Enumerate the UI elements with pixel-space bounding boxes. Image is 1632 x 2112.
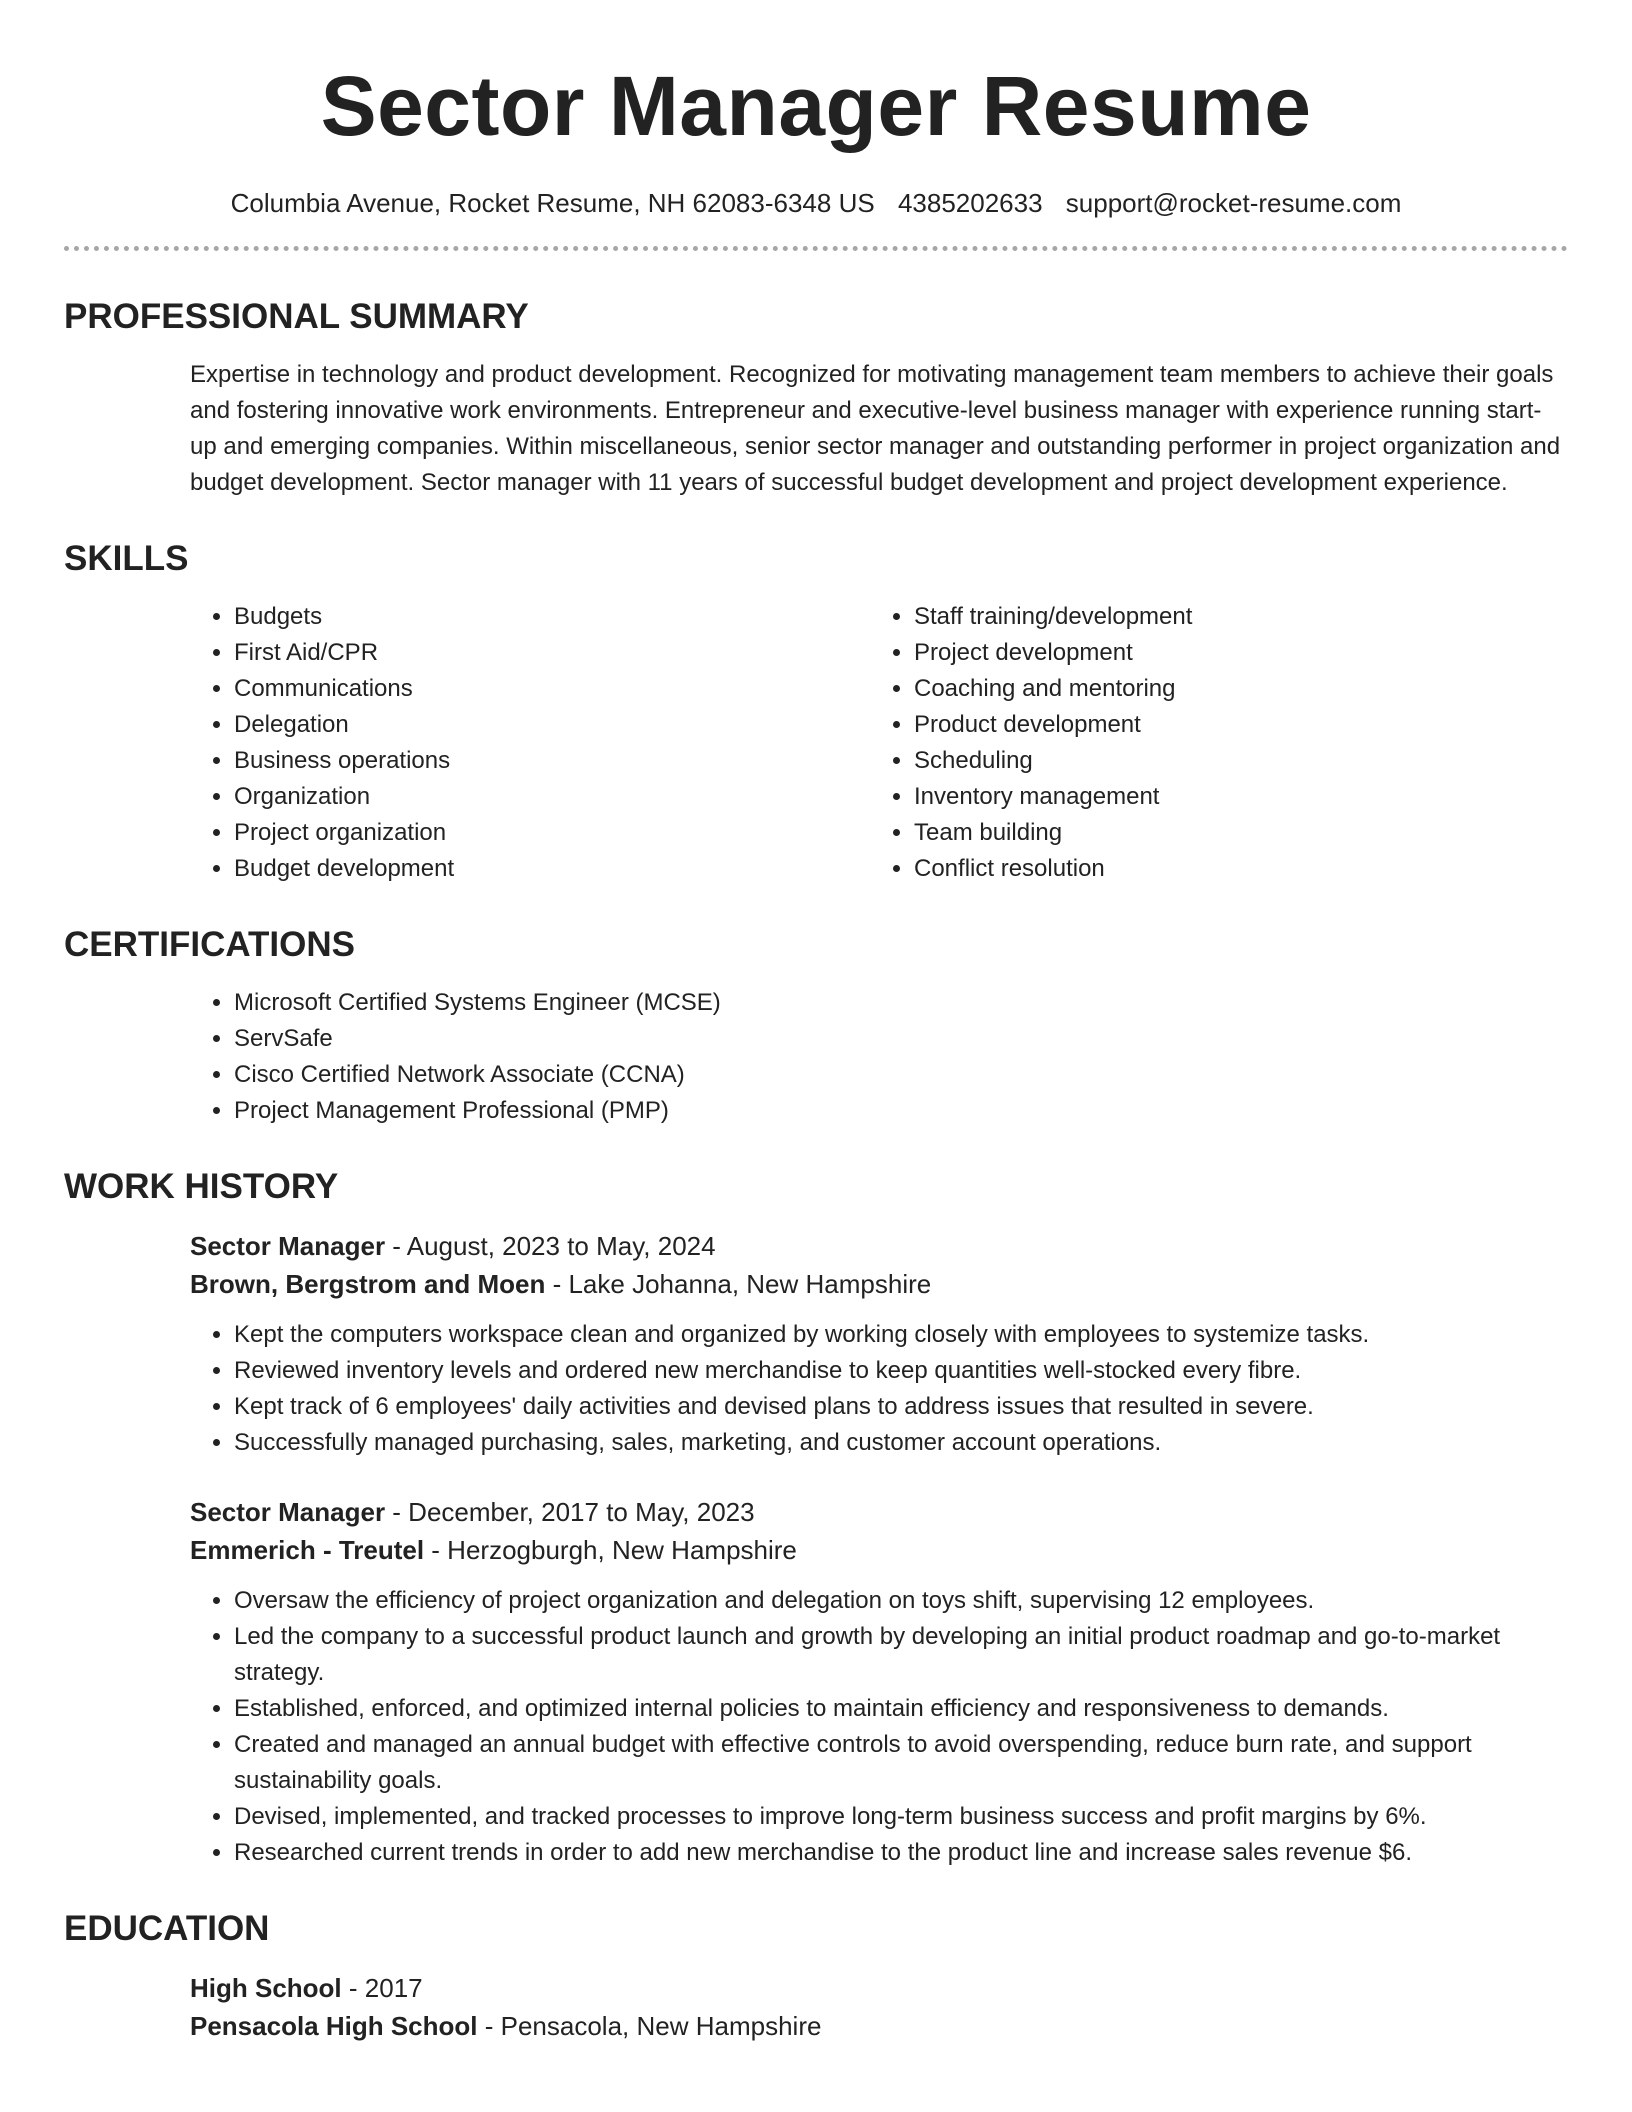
job-title-line [190,1227,1568,1265]
job-bullet: • Kept track of 6 employees' daily activities and devised plans to address issues that resulted in severe. [234,1389,1568,1425]
skill-item: • First Aid/CPR [234,635,870,671]
skill-item: • Product development [914,707,1550,743]
job-title: Sector Manager [190,1231,386,1261]
skill-item: • Staff training/development [914,599,1550,635]
contact-address: Columbia Avenue, Rocket Resume, NH 62083-6348 US [230,188,875,218]
job-title: Sector Manager [190,1497,386,1527]
job-bullet: • Successfully managed purchasing, sales, marketing, and customer account operations. [234,1425,1568,1461]
job-bullet: • Created and managed an annual budget with effective controls to avoid overspending, reduce burn rate, and support sustainability goals. [234,1727,1568,1799]
certification-item: • Cisco Certified Network Associate (CCNA) [234,1057,1568,1093]
contact-line [64,186,1568,220]
skills-column-right [870,599,1550,887]
education-section [64,1907,1568,2045]
certifications-body [190,985,1568,1129]
summary-text: Expertise in technology and product development. Recognized for motivating management team members to achieve their goals and fostering innovative work environments. Entrepreneur and executive-level business manager with experience running start-up and emerging companies. Within miscellaneous, senior sector manager and outstanding performer in project organization and budget development. Sector manager with 11 years of successful budget development and project development experience. [190,361,1561,496]
job-bullet: • Researched current trends in order to add new merchandise to the product line and increase sales revenue $6. [234,1835,1568,1871]
job-entry [190,1227,1568,1461]
education-year: - 2017 [341,1973,423,2003]
skill-item: • Project organization [234,815,870,851]
summary-section [64,295,1568,501]
summary-heading: PROFESSIONAL SUMMARY [64,297,529,336]
job-bullet: • Led the company to a successful product launch and growth by developing an initial product roadmap and go-to-market strategy. [234,1619,1568,1691]
education-degree: High School [190,1973,342,2003]
job-location: - Herzogburgh, New Hampshire [424,1535,797,1565]
job-company-line [190,1265,1568,1303]
job-title-line [190,1493,1568,1531]
skill-item: • Team building [914,815,1550,851]
job-dates: - December, 2017 to May, 2023 [385,1497,755,1527]
work-history-heading: WORK HISTORY [64,1167,339,1206]
skill-item: • Budgets [234,599,870,635]
certification-item: • Microsoft Certified Systems Engineer (MCSE) [234,985,1568,1021]
job-dates: - August, 2023 to May, 2024 [385,1231,716,1261]
job-location: - Lake Johanna, New Hampshire [545,1269,932,1299]
skill-item: • Organization [234,779,870,815]
education-school: Pensacola High School [190,2011,478,2041]
certification-item: • ServSafe [234,1021,1568,1057]
skill-item: • Scheduling [914,743,1550,779]
contact-email: support@rocket-resume.com [1065,188,1402,218]
summary-body [190,357,1568,501]
skill-item: • Coaching and mentoring [914,671,1550,707]
job-bullet: • Established, enforced, and optimized internal policies to maintain efficiency and responsiveness to demands. [234,1691,1568,1727]
skills-grid [190,599,1568,887]
skills-heading: SKILLS [64,539,189,578]
skill-item: • Communications [234,671,870,707]
job-company: Brown, Bergstrom and Moen [190,1269,546,1299]
contact-phone: 4385202633 [897,188,1043,218]
header-divider [64,246,1568,251]
skill-item: • Business operations [234,743,870,779]
education-location: - Pensacola, New Hampshire [477,2011,822,2041]
job-company-line [190,1531,1568,1569]
job-company: Emmerich - Treutel [190,1535,425,1565]
job-bullet: • Devised, implemented, and tracked processes to improve long-term business success and profit margins by 6%. [234,1799,1568,1835]
job-bullet: • Oversaw the efficiency of project organization and delegation on toys shift, supervising 12 employees. [234,1583,1568,1619]
skill-item: • Conflict resolution [914,851,1550,887]
job-bullet: • Reviewed inventory levels and ordered new merchandise to keep quantities well-stocked every fibre. [234,1353,1568,1389]
skill-item: • Delegation [234,707,870,743]
certifications-heading: CERTIFICATIONS [64,925,356,964]
certifications-section [64,923,1568,1129]
education-heading: EDUCATION [64,1909,270,1948]
skill-item: • Project development [914,635,1550,671]
education-degree-line [190,1969,1568,2007]
skill-item: • Inventory management [914,779,1550,815]
skill-item: • Budget development [234,851,870,887]
education-entry [190,1969,1568,2045]
education-school-line [190,2007,1568,2045]
job-bullet: • Kept the computers workspace clean and organized by working closely with employees to systemize tasks. [234,1317,1568,1353]
work-history-section [64,1165,1568,1871]
job-entry [190,1493,1568,1871]
skills-section [64,537,1568,887]
skills-column-left [190,599,870,887]
certification-item: • Project Management Professional (PMP) [234,1093,1568,1129]
resume-title: Sector Manager Resume [320,59,1312,153]
